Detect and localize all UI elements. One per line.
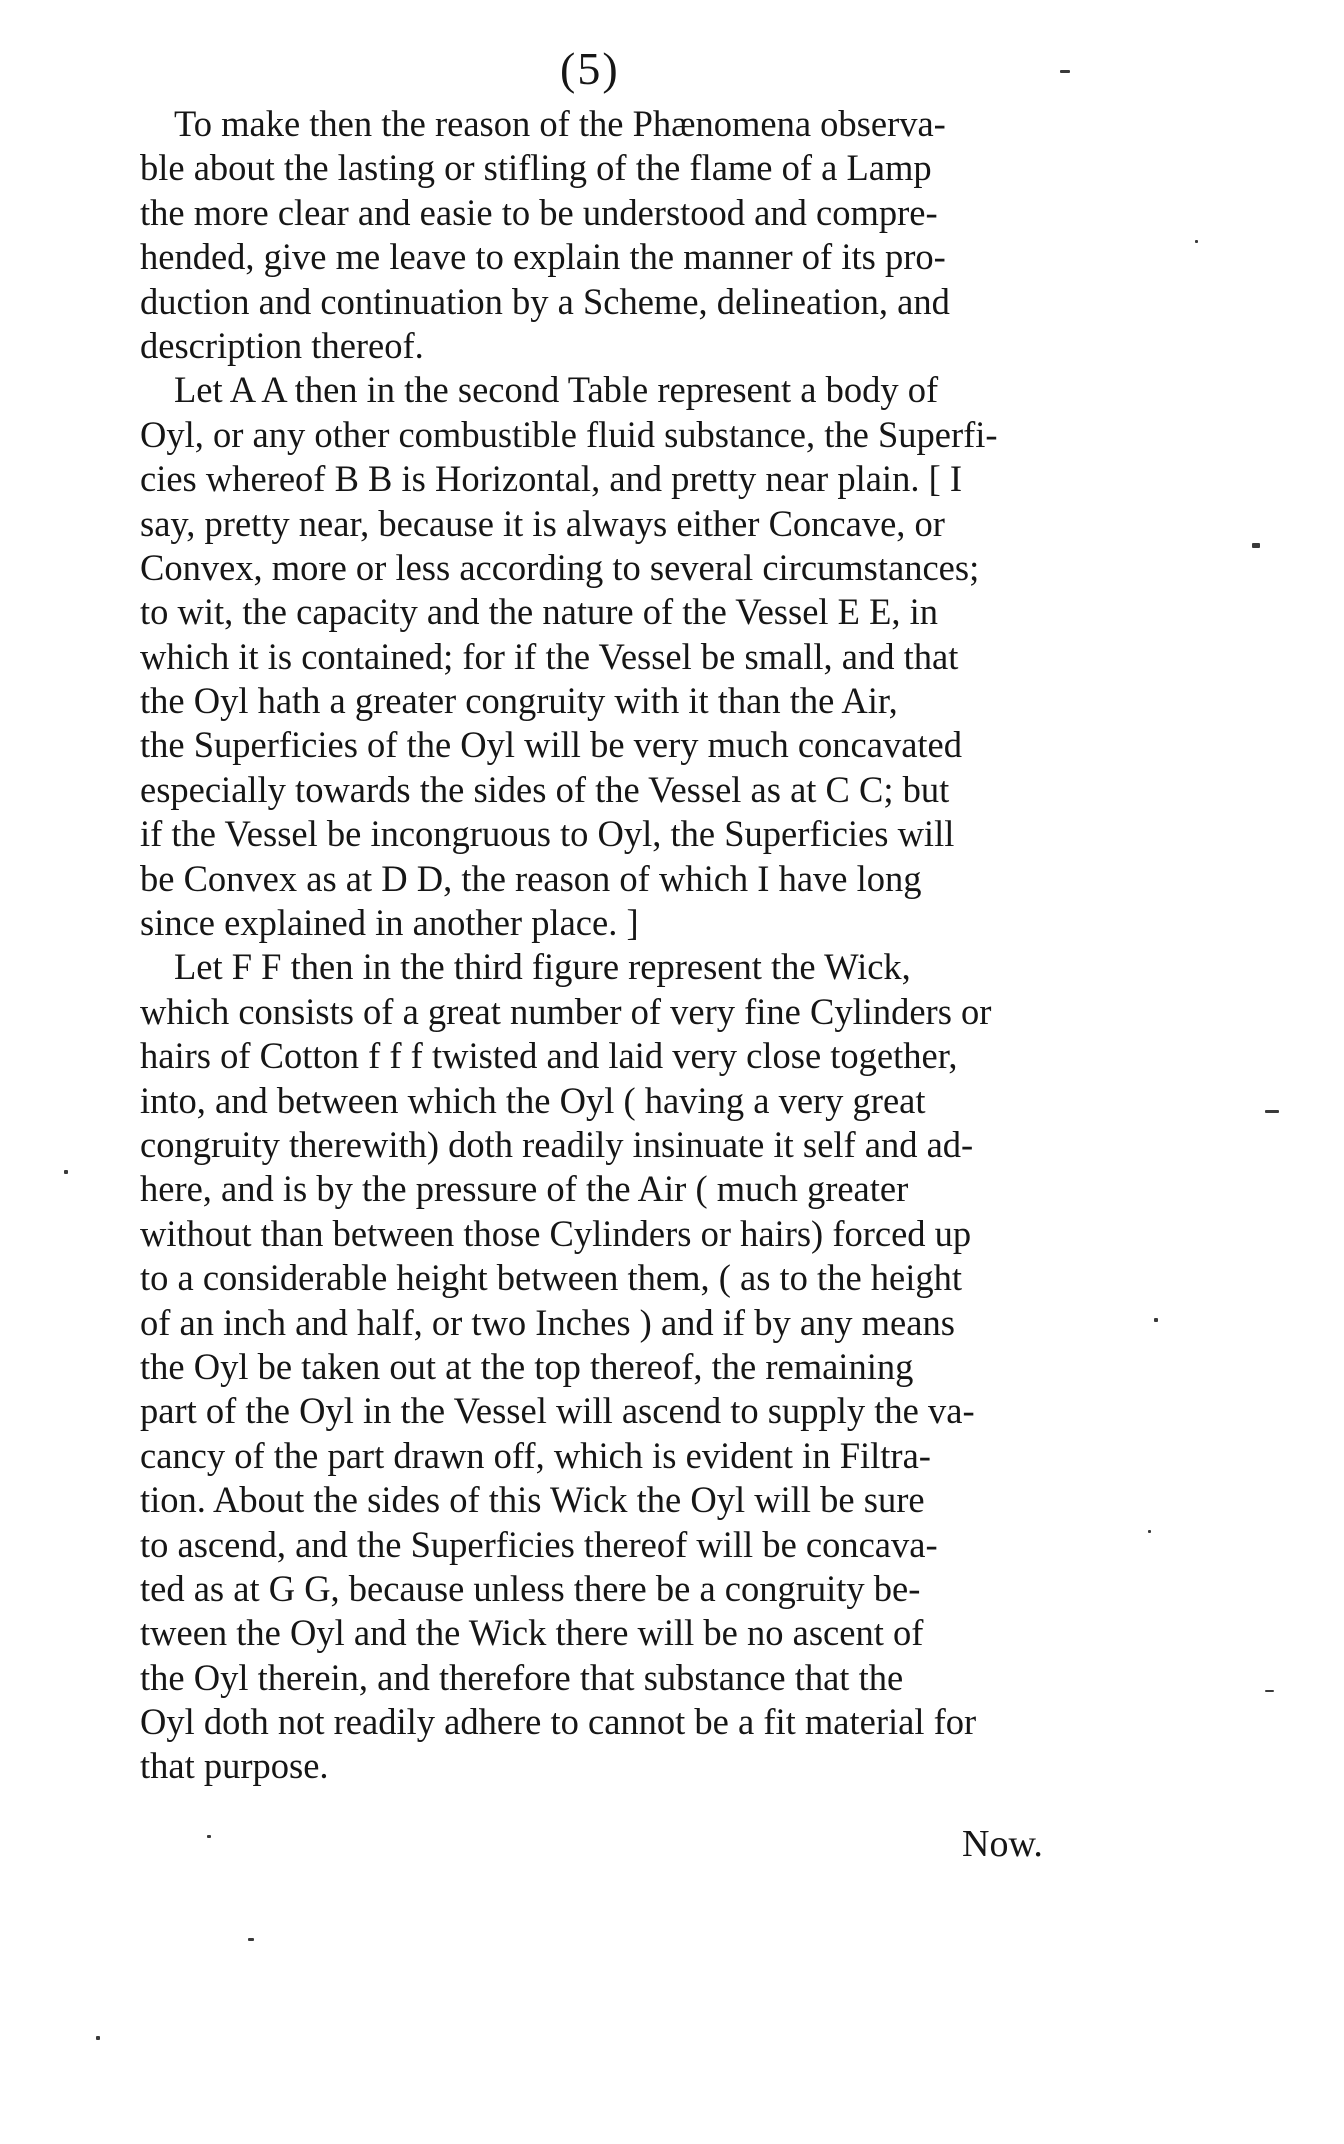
text-line: the more clear and easie to be understood and compre- xyxy=(140,191,938,233)
text-line: the Superficies of the Oyl will be very much concavated xyxy=(140,724,962,766)
text-line: the Oyl hath a greater congruity with it than the Air, xyxy=(140,680,898,722)
text-line: which it is contained; for if the Vessel be small, and that xyxy=(140,635,959,677)
text-line: cancy of the part drawn off, which is evident in Filtra- xyxy=(140,1434,931,1476)
scan-speck xyxy=(1265,1690,1274,1692)
text-line: ble about the lasting or stifling of the flame of a Lamp xyxy=(140,147,932,189)
text-line: cies whereof B B is Horizontal, and pretty near plain. [ I xyxy=(140,458,962,500)
scan-speck xyxy=(96,2036,100,2040)
text-line: say, pretty near, because it is always either Concave, or xyxy=(140,502,945,544)
text-line: hairs of Cotton f f f twisted and laid very close together, xyxy=(140,1035,958,1077)
text-line: Oyl doth not readily adhere to cannot be a fit material for xyxy=(140,1701,977,1743)
text-line: to a considerable height between them, ( as to the height xyxy=(140,1257,962,1299)
scan-speck xyxy=(64,1170,68,1174)
text-line: the Oyl therein, and therefore that substance that the xyxy=(140,1656,904,1698)
text-line: tween the Oyl and the Wick there will be no ascent of xyxy=(140,1612,924,1654)
text-line: that purpose. xyxy=(140,1745,329,1787)
text-line: hended, give me leave to explain the manner of its pro- xyxy=(140,236,946,278)
scan-speck xyxy=(1154,1318,1158,1322)
text-line: Let F F then in the third figure represent the Wick, xyxy=(174,946,911,988)
text-line: Oyl, or any other combustible fluid substance, the Superfi- xyxy=(140,413,998,455)
text-line: ted as at G G, because unless there be a congruity be- xyxy=(140,1567,921,1609)
scan-speck xyxy=(1060,70,1070,73)
text-line: part of the Oyl in the Vessel will ascend to supply the va- xyxy=(140,1390,975,1432)
text-line: into, and between which the Oyl ( having a very great xyxy=(140,1079,926,1121)
body-text xyxy=(140,102,1070,1789)
scan-speck xyxy=(248,1938,254,1941)
text-line: without than between those Cylinders or hairs) forced up xyxy=(140,1212,972,1254)
page-number: (5) xyxy=(560,43,620,94)
scan-speck xyxy=(1252,543,1260,548)
catchword: Now. xyxy=(962,1823,1043,1865)
text-line: which consists of a great number of very fine Cylinders or xyxy=(140,990,992,1032)
text-line: congruity therewith) doth readily insinuate it self and ad- xyxy=(140,1123,974,1165)
text-line: to wit, the capacity and the nature of the Vessel E E, in xyxy=(140,591,939,633)
text-line: tion. About the sides of this Wick the Oyl will be sure xyxy=(140,1479,925,1521)
scan-speck xyxy=(1148,1530,1151,1533)
scan-speck xyxy=(1195,240,1198,243)
scan-speck xyxy=(207,1835,211,1838)
text-line: be Convex as at D D, the reason of which I have long xyxy=(140,857,922,899)
text-line: Let A A then in the second Table represent a body of xyxy=(174,369,939,411)
text-line: since explained in another place. ] xyxy=(140,902,639,944)
text-line: the Oyl be taken out at the top thereof, the remaining xyxy=(140,1345,914,1387)
text-line: Convex, more or less according to several circumstances; xyxy=(140,546,980,588)
text-line: to ascend, and the Superficies thereof will be concava- xyxy=(140,1523,938,1565)
scan-speck xyxy=(1265,1110,1279,1113)
text-line: of an inch and half, or two Inches ) and if by any means xyxy=(140,1301,955,1343)
text-line: especially towards the sides of the Vessel as at C C; but xyxy=(140,768,950,810)
text-line: duction and continuation by a Scheme, delineation, and xyxy=(140,280,950,322)
text-line: here, and is by the pressure of the Air ( much greater xyxy=(140,1168,909,1210)
text-line: To make then the reason of the Phænomena observa- xyxy=(174,103,946,144)
text-line: description thereof. xyxy=(140,324,424,366)
text-line: if the Vessel be incongruous to Oyl, the Superficies will xyxy=(140,813,955,855)
